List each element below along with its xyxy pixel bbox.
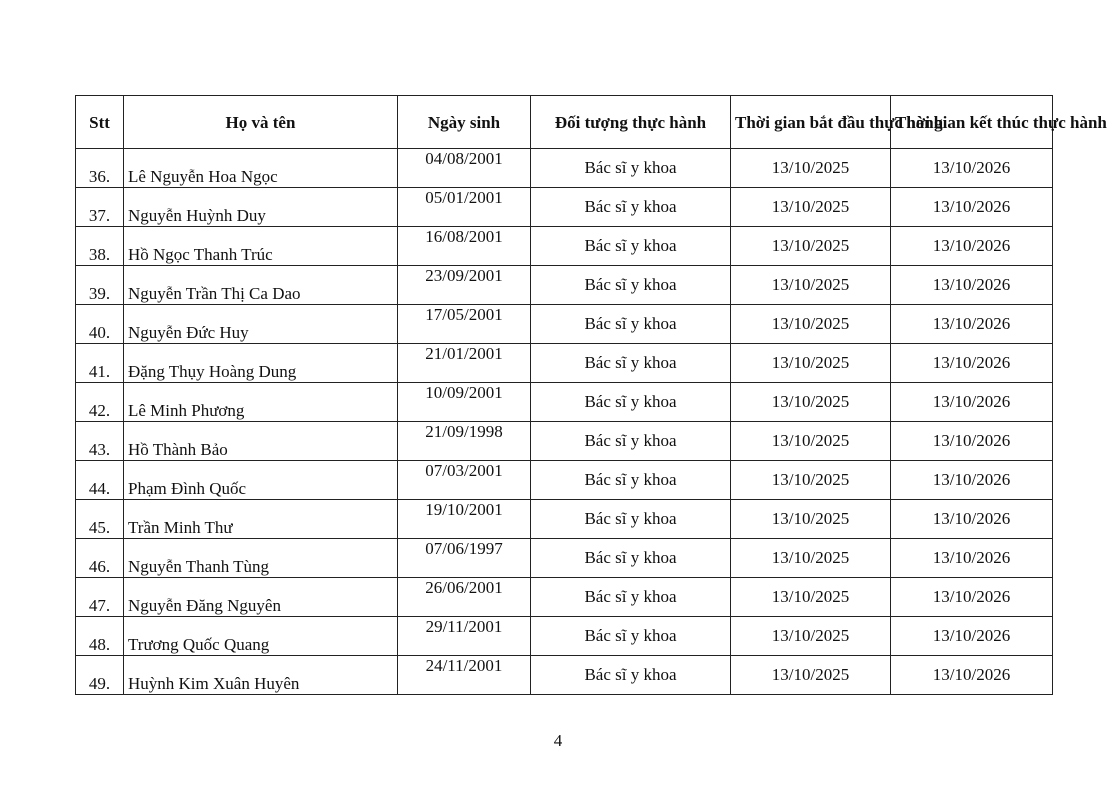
cell-object: Bác sĩ y khoa <box>531 149 731 188</box>
cell-dob: 29/11/2001 <box>398 617 531 656</box>
cell-stt: 49. <box>76 656 124 695</box>
cell-end: 13/10/2026 <box>891 149 1053 188</box>
cell-dob: 07/03/2001 <box>398 461 531 500</box>
cell-end: 13/10/2026 <box>891 266 1053 305</box>
table-row <box>76 305 1053 344</box>
header-name: Họ và tên <box>124 96 398 149</box>
cell-start: 13/10/2025 <box>731 578 891 617</box>
cell-name: Đặng Thụy Hoàng Dung <box>124 344 398 383</box>
cell-stt: 37. <box>76 188 124 227</box>
cell-name: Huỳnh Kim Xuân Huyên <box>124 656 398 695</box>
cell-stt: 48. <box>76 617 124 656</box>
header-stt: Stt <box>76 96 124 149</box>
table-row <box>76 578 1053 617</box>
cell-dob: 17/05/2001 <box>398 305 531 344</box>
cell-dob: 23/09/2001 <box>398 266 531 305</box>
cell-end: 13/10/2026 <box>891 578 1053 617</box>
cell-object: Bác sĩ y khoa <box>531 266 731 305</box>
cell-object: Bác sĩ y khoa <box>531 383 731 422</box>
cell-end: 13/10/2026 <box>891 539 1053 578</box>
cell-start: 13/10/2025 <box>731 500 891 539</box>
table-row <box>76 422 1053 461</box>
cell-name: Lê Nguyễn Hoa Ngọc <box>124 149 398 188</box>
cell-name: Trương Quốc Quang <box>124 617 398 656</box>
cell-stt: 36. <box>76 149 124 188</box>
cell-end: 13/10/2026 <box>891 500 1053 539</box>
cell-end: 13/10/2026 <box>891 461 1053 500</box>
cell-name: Nguyễn Đăng Nguyên <box>124 578 398 617</box>
cell-dob: 26/06/2001 <box>398 578 531 617</box>
cell-start: 13/10/2025 <box>731 344 891 383</box>
header-dob: Ngày sinh <box>398 96 531 149</box>
cell-end: 13/10/2026 <box>891 227 1053 266</box>
cell-start: 13/10/2025 <box>731 305 891 344</box>
cell-name: Trần Minh Thư <box>124 500 398 539</box>
cell-stt: 47. <box>76 578 124 617</box>
cell-dob: 19/10/2001 <box>398 500 531 539</box>
cell-end: 13/10/2026 <box>891 344 1053 383</box>
table-header-row <box>76 96 1053 149</box>
cell-name: Lê Minh Phương <box>124 383 398 422</box>
header-object: Đối tượng thực hành <box>531 96 731 149</box>
table-row <box>76 539 1053 578</box>
cell-stt: 40. <box>76 305 124 344</box>
cell-object: Bác sĩ y khoa <box>531 461 731 500</box>
cell-name: Hồ Ngọc Thanh Trúc <box>124 227 398 266</box>
cell-object: Bác sĩ y khoa <box>531 344 731 383</box>
cell-name: Nguyễn Thanh Tùng <box>124 539 398 578</box>
cell-stt: 44. <box>76 461 124 500</box>
cell-stt: 42. <box>76 383 124 422</box>
cell-object: Bác sĩ y khoa <box>531 188 731 227</box>
cell-object: Bác sĩ y khoa <box>531 500 731 539</box>
page-number: 4 <box>553 731 563 750</box>
cell-dob: 24/11/2001 <box>398 656 531 695</box>
practitioner-table <box>75 95 1107 695</box>
cell-object: Bác sĩ y khoa <box>531 305 731 344</box>
cell-dob: 21/01/2001 <box>398 344 531 383</box>
cell-name: Phạm Đình Quốc <box>124 461 398 500</box>
cell-object: Bác sĩ y khoa <box>531 227 731 266</box>
cell-start: 13/10/2025 <box>731 422 891 461</box>
table-row <box>76 149 1053 188</box>
cell-stt: 41. <box>76 344 124 383</box>
cell-start: 13/10/2025 <box>731 461 891 500</box>
cell-end: 13/10/2026 <box>891 656 1053 695</box>
cell-start: 13/10/2025 <box>731 227 891 266</box>
cell-dob: 05/01/2001 <box>398 188 531 227</box>
table-row <box>76 227 1053 266</box>
table-row <box>76 344 1053 383</box>
table-row <box>76 656 1053 695</box>
cell-object: Bác sĩ y khoa <box>531 422 731 461</box>
cell-name: Nguyễn Huỳnh Duy <box>124 188 398 227</box>
table-row <box>76 617 1053 656</box>
table-row <box>76 500 1053 539</box>
cell-stt: 39. <box>76 266 124 305</box>
cell-object: Bác sĩ y khoa <box>531 656 731 695</box>
table-row <box>76 461 1053 500</box>
header-end: Thời gian kết thúc thực hành <box>891 96 1053 149</box>
cell-dob: 04/08/2001 <box>398 149 531 188</box>
cell-object: Bác sĩ y khoa <box>531 578 731 617</box>
cell-dob: 21/09/1998 <box>398 422 531 461</box>
cell-start: 13/10/2025 <box>731 383 891 422</box>
cell-object: Bác sĩ y khoa <box>531 617 731 656</box>
cell-object: Bác sĩ y khoa <box>531 539 731 578</box>
table-body <box>76 149 1053 695</box>
table-row <box>76 188 1053 227</box>
cell-end: 13/10/2026 <box>891 617 1053 656</box>
table-row <box>76 383 1053 422</box>
cell-start: 13/10/2025 <box>731 656 891 695</box>
cell-name: Hồ Thành Bảo <box>124 422 398 461</box>
cell-stt: 45. <box>76 500 124 539</box>
cell-end: 13/10/2026 <box>891 305 1053 344</box>
cell-stt: 46. <box>76 539 124 578</box>
cell-stt: 38. <box>76 227 124 266</box>
cell-name: Nguyễn Trần Thị Ca Dao <box>124 266 398 305</box>
cell-stt: 43. <box>76 422 124 461</box>
cell-name: Nguyễn Đức Huy <box>124 305 398 344</box>
cell-dob: 07/06/1997 <box>398 539 531 578</box>
cell-start: 13/10/2025 <box>731 617 891 656</box>
cell-dob: 10/09/2001 <box>398 383 531 422</box>
cell-end: 13/10/2026 <box>891 422 1053 461</box>
cell-start: 13/10/2025 <box>731 149 891 188</box>
cell-end: 13/10/2026 <box>891 188 1053 227</box>
cell-start: 13/10/2025 <box>731 539 891 578</box>
cell-dob: 16/08/2001 <box>398 227 531 266</box>
table-row <box>76 266 1053 305</box>
cell-start: 13/10/2025 <box>731 266 891 305</box>
header-start: Thời gian bắt đầu thực hành <box>731 96 891 149</box>
cell-end: 13/10/2026 <box>891 383 1053 422</box>
cell-start: 13/10/2025 <box>731 188 891 227</box>
